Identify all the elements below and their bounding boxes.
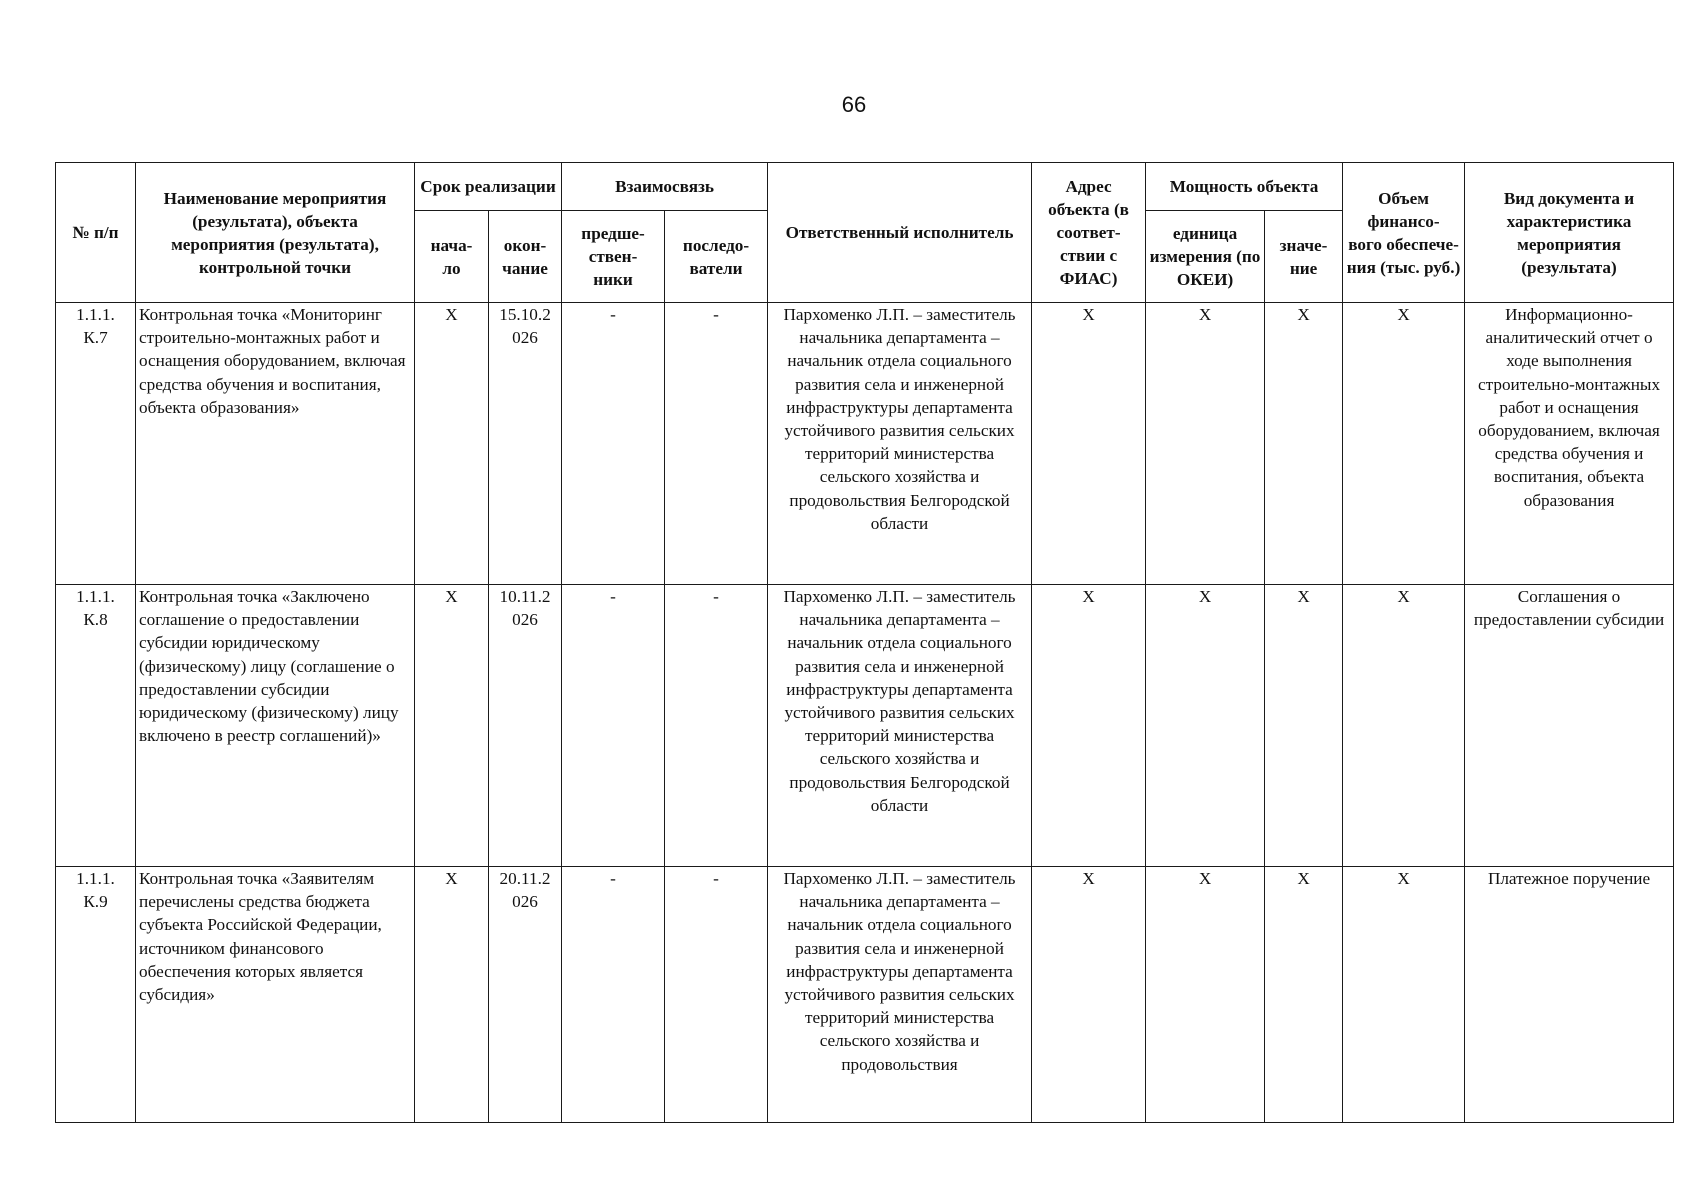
header-period-end: окон- чание [489,211,562,303]
row-start: X [415,867,489,1123]
table-row [56,585,1674,867]
row-doc-type: Платежное поручение [1465,867,1674,1123]
row-unit: X [1146,303,1265,585]
row-funding: X [1343,867,1465,1123]
row-num: 1.1.1. К.9 [56,867,136,1123]
header-name: Наименование мероприятия (результата), объекта мероприятия (результата), контрольной точки [136,163,415,303]
row-predecessors: - [562,867,665,1123]
row-name: Контрольная точка «Заключено соглашение о предоставлении субсидии юридическому (физическому) лицу (соглашение о предоставлении субсидии юридическому (физическому) лицу включено в реестр соглашений)» [136,585,415,867]
row-value: X [1265,585,1343,867]
page-number: 66 [841,92,867,117]
row-funding: X [1343,585,1465,867]
table-row [56,867,1674,1123]
header-relation: Взаимосвязь [562,163,768,211]
row-executor: Пархоменко Л.П. – заместитель начальника департамента – начальник отдела социального развития села и инженерной инфраструктуры департамента устойчивого развития сельских территорий министерства сельского хозяйства и продовольствия Белгородской области [768,303,1032,585]
header-period: Срок реализации [415,163,562,211]
row-end: 15.10.2 026 [489,303,562,585]
row-name: Контрольная точка «Заявителям перечислены средства бюджета субъекта Российской Федерации, источником финансового обеспечения которых является субсидия» [136,867,415,1123]
header-predecessors: предше- ствен- ники [562,211,665,303]
row-start: X [415,585,489,867]
row-doc-type: Информационно-аналитический отчет о ходе выполнения строительно-монтажных работ и оснащения оборудованием, включая средства обучения и воспитания, объекта образования [1465,303,1674,585]
row-executor: Пархоменко Л.П. – заместитель начальника департамента – начальник отдела социального развития села и инженерной инфраструктуры департамента устойчивого развития сельских территорий министерства сельского хозяйства и продовольствия [768,867,1032,1123]
row-predecessors: - [562,303,665,585]
row-num: 1.1.1. К.7 [56,303,136,585]
row-predecessors: - [562,585,665,867]
row-unit: X [1146,867,1265,1123]
control-points-table [55,162,1674,1123]
header-num: № п/п [56,163,136,303]
header-value: значе- ние [1265,211,1343,303]
row-address: X [1032,303,1146,585]
header-successors: последо- ватели [665,211,768,303]
row-successors: - [665,585,768,867]
row-num: 1.1.1. К.8 [56,585,136,867]
header-address: Адрес объекта (в соответ- ствии с ФИАС) [1032,163,1146,303]
row-successors: - [665,303,768,585]
row-funding: X [1343,303,1465,585]
row-doc-type: Соглашения о предоставлении субсидии [1465,585,1674,867]
row-address: X [1032,585,1146,867]
table-body [56,303,1674,1123]
row-successors: - [665,867,768,1123]
row-value: X [1265,867,1343,1123]
table-header [56,163,1674,303]
row-value: X [1265,303,1343,585]
header-executor: Ответственный исполнитель [768,163,1032,303]
header-doc-type: Вид документа и характеристика мероприятия (результата) [1465,163,1674,303]
row-name: Контрольная точка «Мониторинг строительно-монтажных работ и оснащения оборудованием, включая средства обучения и воспитания, объекта образования» [136,303,415,585]
header-capacity: Мощность объекта [1146,163,1343,211]
row-unit: X [1146,585,1265,867]
row-end: 20.11.2 026 [489,867,562,1123]
row-address: X [1032,867,1146,1123]
header-funding: Объем финансо- вого обеспече- ния (тыс. руб.) [1343,163,1465,303]
table-row [56,303,1674,585]
row-end: 10.11.2 026 [489,585,562,867]
row-start: X [415,303,489,585]
row-executor: Пархоменко Л.П. – заместитель начальника департамента – начальник отдела социального развития села и инженерной инфраструктуры департамента устойчивого развития сельских территорий министерства сельского хозяйства и продовольствия Белгородской области [768,585,1032,867]
header-period-start: нача- ло [415,211,489,303]
header-unit: единица измерения (по ОКЕИ) [1146,211,1265,303]
